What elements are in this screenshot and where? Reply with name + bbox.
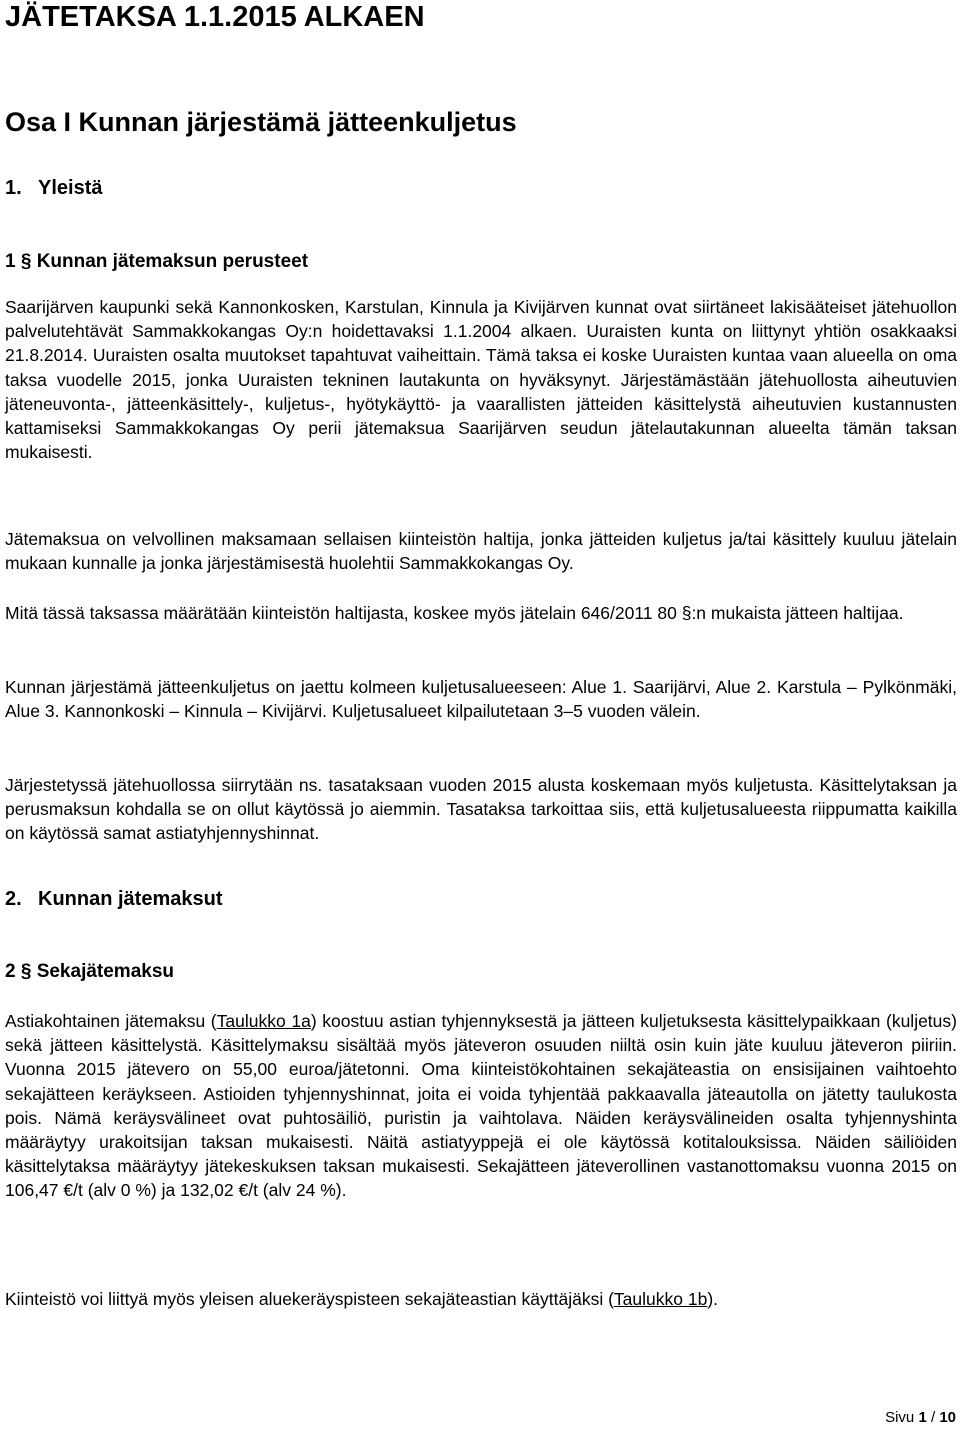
page-label: Sivu — [885, 1409, 915, 1426]
document-title: JÄTETAKSA 1.1.2015 ALKAEN — [5, 1, 425, 33]
link-taulukko-1b[interactable]: Taulukko 1b — [613, 1289, 708, 1309]
subsection-heading-2: 2 § Sekajätemaksu — [5, 961, 175, 982]
page-footer — [885, 1409, 956, 1427]
paragraph-kuljetusalueet: Kunnan järjestämä jätteenkuljetus on jaettu kolmeen kuljetusalueeseen: Alue 1. Saarijärvi, Alue 2. Karstula – Pylkönmäki, Alue 3. Kannonkoski – Kinnula – Kivijärvi. Kuljetusalueet kilpailutetaan 3–5 vuoden välein. — [5, 677, 957, 722]
section-heading-kunnan-jatemaksut — [5, 887, 222, 911]
paragraph-maksuvelvollinen: Jätemaksua on velvollinen maksamaan sellaisen kiinteistön haltija, jonka jätteiden kuljetus ja/tai käsittely kuuluu jätelain mukaan kunnalle ja jonka järjestämisestä huolehtii Sammakkokangas Oy. — [5, 529, 957, 574]
text-run: Kiinteistö voi liittyä myös yleisen aluekeräyspisteen sekajäteastian käyttäjäksi ( — [5, 1289, 614, 1309]
text-run: ). — [707, 1289, 719, 1309]
section-number: 2. — [5, 888, 22, 910]
section-heading-yleista — [5, 176, 102, 200]
subsection-heading-1: 1 § Kunnan jätemaksun perusteet — [5, 251, 309, 272]
text-run: ) koostuu astian tyhjennyksestä ja jätteen kuljetuksesta käsittelypaikkaan (kuljetus) sekä jätteen käsittelystä. Käsittelymaksu sisältää myös jäteveron osuuden niiltä osin kuin jäte kuuluu jäteveron piiriin. Vuonna 2015 jätevero on 55,00 euroa/jätetonni. Oma kiinteistökohtainen sekajäteastia on ensisijainen vaihtoehto sekajätteen keräykseen. Astioiden tyhjennyshinnat, joita ei voida tyhjentää pakkaavalla jäteautolla on jätetty taulukosta pois. Nämä keräysvälineet ovat puhtosäiliö, puristin ja vaihtolava. Näiden keräysvälineiden osalta tyhjennyshinta määräytyy urakoitsijan taksan mukaisesti. Näitä astiatyyppejä ei ole käytössä kotitalouksissa. Näiden säiliöiden käsittelytaksa määräytyy jätekeskuksen taksan mukaisesti. Sekajätteen jäteverollinen vastanottomaksu vuonna 2015 on 106,47 €/t (alv 0 %) ja 132,02 €/t (alv 24 %). — [5, 1011, 957, 1201]
section-title: Yleistä — [38, 177, 103, 199]
paragraph-tasataksa: Järjestetyssä jätehuollossa siirrytään ns. tasataksaan vuoden 2015 alusta koskemaan myös kuljetusta. Käsittelytaksan ja perusmaksun kohdalla se on ollut käytössä jo aiemmin. Tasataksa tarkoittaa siis, että kuljetusalueesta riippumatta kaikilla on käytössä samat astiatyhjennyshinnat. — [5, 775, 957, 844]
paragraph-perusteet: Saarijärven kaupunki sekä Kannonkosken, Karstulan, Kinnula ja Kivijärven kunnat ovat siirtäneet lakisääteiset jätehuollon palvelutehtävät Sammakkokangas Oy:n hoidettavaksi 1.1.2004 alkaen. Uuraisten kunta on liittynyt yhtiön osakkaaksi 21.8.2014. Uuraisten osalta muutokset tapahtuvat vaiheittain. Tämä taksa ei koske Uuraisten kuntaa vaan alueella on oma taksa vuodelle 2015, jonka Uuraisten tekninen lautakunta on hyväksynyt. Järjestämästään jätehuollosta aiheutuvien jäteneuvonta-, jätteenkäsittely-, kuljetus-, hyötykäyttö- ja vaarallisten jätteiden käsittelystä aiheutuvien kustannusten kattamiseksi Sammakkokangas Oy perii jätemaksua Saarijärven seudun jätelautakunnan alueelta tämän taksan mukaisesti. — [5, 297, 957, 463]
paragraph-aluekerayspiste — [5, 1287, 957, 1311]
text-run: Astiakohtainen jätemaksu ( — [5, 1011, 217, 1031]
paragraph-sekajatemaksu — [5, 1009, 957, 1203]
page-separator: / — [930, 1409, 936, 1426]
paragraph-jatteen-haltija: Mitä tässä taksassa määrätään kiinteistön haltijasta, koskee myös jätelain 646/2011 80 §:n mukaista jätteen haltijaa. — [5, 603, 904, 623]
page-total: 10 — [939, 1409, 956, 1426]
section-number: 1. — [5, 177, 22, 199]
section-title: Kunnan jätemaksut — [38, 888, 223, 910]
page-current: 1 — [918, 1409, 927, 1426]
part-title: Osa I Kunnan järjestämä jätteenkuljetus — [5, 107, 517, 137]
link-taulukko-1a[interactable]: Taulukko 1a — [216, 1011, 311, 1031]
